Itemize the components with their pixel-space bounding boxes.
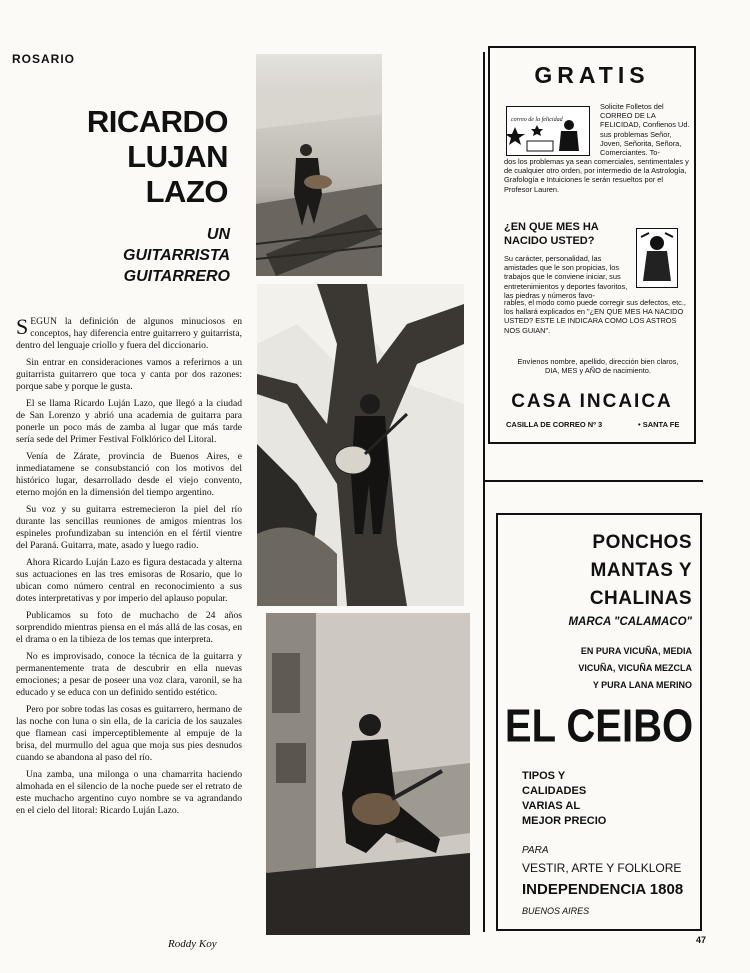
ad-ceibo-para: PARA bbox=[522, 845, 549, 856]
ad-ceibo-materials bbox=[528, 643, 692, 694]
column-rule bbox=[483, 52, 485, 932]
article-title bbox=[60, 104, 228, 209]
article-body bbox=[16, 316, 242, 822]
ad-ceibo-brand: MARCA "CALAMACO" bbox=[568, 616, 692, 628]
ad-el-ceibo bbox=[496, 513, 702, 931]
zodiac-illustration bbox=[636, 228, 678, 288]
tipos-line: TIPOS Y bbox=[522, 770, 566, 782]
materials-line: EN PURA VICUÑA, MEDIA bbox=[580, 646, 692, 656]
ad-gratis-city: • SANTA FE bbox=[638, 420, 680, 429]
correo-logo-text: correo de la felicidad bbox=[511, 117, 563, 123]
paragraph: El se llama Ricardo Luján Lazo, que llegó a la ciudad de San Lorenzo y abrió una academia de guitarra para ponerle un poco más de zamba al lugar que más tarde sería sede del Primer Festival Folklórico del Litoral. bbox=[16, 398, 242, 445]
paragraph bbox=[16, 316, 242, 352]
drop-cap: S bbox=[16, 314, 29, 339]
ad-gratis bbox=[488, 46, 696, 444]
tipos-line: MEJOR PRECIO bbox=[522, 815, 607, 827]
title-line: RICARDO bbox=[86, 104, 228, 139]
ad-gratis-heading: GRATIS bbox=[534, 62, 650, 88]
headline-line: MANTAS Y bbox=[590, 560, 692, 581]
article-subtitle bbox=[60, 224, 230, 287]
author-byline: Roddy Koy bbox=[168, 938, 217, 950]
ad-divider bbox=[483, 480, 703, 482]
paragraph: Ahora Ricardo Luján Lazo es figura destacada y alterna sus actuaciones en las tres emisoras de Rosario, que lo ubican como número central en reconocimiento a sus dotes interpretativas y por imperio del aplauso popular. bbox=[16, 557, 242, 604]
paragraph: Sin entrar en consideraciones vamos a referirnos a un guitarrista guitarrero que toca y canta por dos razones: porque sabe y porque le gusta. bbox=[16, 357, 242, 392]
subtitle-line: GUITARRISTA bbox=[123, 247, 230, 264]
section-label: ROSARIO bbox=[12, 52, 76, 66]
ad-gratis-casilla: CASILLA DE CORREO Nº 3 bbox=[506, 420, 603, 429]
ad-gratis-question: ¿EN QUE MES HA NACIDO USTED? bbox=[504, 221, 599, 247]
paragraph: Una zamba, una milonga o una chamarrita haciendo almohada en el silencio de la noche puede ser el retrato de este muchacho argentino cuyo nombre se va agrandando en el cielo del litoral: Ricardo Luján Lazo. bbox=[16, 769, 242, 816]
page-number: 47 bbox=[696, 935, 707, 945]
tipos-line: CALIDADES bbox=[522, 785, 587, 797]
ad-ceibo-address: INDEPENDENCIA 1808 bbox=[522, 881, 684, 898]
ad-ceibo-tipos bbox=[522, 769, 606, 829]
ad-gratis-envienos: Envíenos nombre, apellido, dirección bien claros, DIA, MES y AÑO de nacimiento. bbox=[517, 357, 679, 376]
ad-ceibo-headline bbox=[498, 529, 692, 613]
materials-line: VICUÑA, VICUÑA MEZCLA bbox=[578, 663, 692, 673]
materials-line: Y PURA LANA MERINO bbox=[592, 680, 692, 690]
subtitle-line: UN bbox=[206, 226, 230, 243]
ad-ceibo-store: EL CEIBO bbox=[504, 701, 694, 752]
correo-logo bbox=[506, 106, 590, 156]
paragraph: Su voz y su guitarra estremecieron la piel del río durante las sencillas reuniones de amigos mientras los espineles profundizaban su intención en el fértil vientre del Paraná. Guitarra, mate, asado y luego radio. bbox=[16, 504, 242, 551]
headline-line: PONCHOS bbox=[592, 532, 692, 553]
subtitle-line: GUITARRERO bbox=[123, 268, 230, 285]
ad-ceibo-city: BUENOS AIRES bbox=[522, 906, 590, 916]
photo-guitarist-seated bbox=[266, 613, 470, 935]
paragraph: Pero por sobre todas las cosas es guitarrero, hermano de las noche con luna o sin ella, de la caricia de los sauzales que flamean casi imperceptiblemente al empuje de la brisa, del murmullo del agua que moja sus pies desnudos cuando se abandona al paso del río. bbox=[16, 704, 242, 763]
ad-gratis-desc-1: Su carácter, personalidad, las amistades que le son propicias, los trabajos que le conviene iniciar, sus entretenimientos y deportes favoritos, las piedras y números favo- bbox=[504, 254, 628, 300]
title-line: LUJAN bbox=[127, 139, 228, 174]
photo-guitarist-tree bbox=[257, 284, 464, 606]
ad-gratis-desc-2: rables, el modo como puede corregir sus defectos, etc., los hallará explicados en "¿EN QUE MES HA NACIDO USTED? ESTE LE INDICARA COMO LOS ASTROS NOS GUIAN". bbox=[504, 298, 686, 335]
photo-guitarist-stairs bbox=[256, 54, 382, 276]
ad-gratis-company: CASA INCAICA bbox=[511, 391, 673, 412]
paragraph-text: EGUN la definición de algunos minuciosos en conceptos, hay diferencia entre guitarrero y guitarrista, dentro del lenguaje criollo y fuera del diccionario. bbox=[16, 316, 242, 351]
paragraph: Venía de Zárate, provincia de Buenos Aires, e inmediatamene se consubstanció con los motivos del histórico lugar, desarrollado desde el viejo convento, eterno mojón en la dimensión del tiempo argentino. bbox=[16, 451, 242, 498]
ad-ceibo-vestir: VESTIR, ARTE Y FOLKLORE bbox=[522, 861, 682, 875]
ad-gratis-solicite: Solicite Folletos del CORREO DE LA FELICIDAD, Confienos Ud. sus problemas Señor, Joven, Señorita, Señora, Comerciantes. To- bbox=[600, 102, 690, 158]
tipos-line: VARIAS AL bbox=[522, 800, 581, 812]
paragraph: No es improvisado, conoce la técnica de la guitarra y permanentemente trata de descubrir en ella nuevas emociones; a pesar de poseer una voz clara, varonil, se ha educado y se educa con un definido sentido estético. bbox=[16, 651, 242, 698]
headline-line: CHALINAS bbox=[589, 588, 692, 609]
paragraph: Publicamos su foto de muchacho de 24 años sorprendido mientras piensa en el más allá de las cosas, en el drama o en la tibieza de los temas que interpreta. bbox=[16, 610, 242, 645]
ad-gratis-solicite-cont: dos los problemas ya sean comerciales, sentimentales y de cualquier otro orden, por intermedio de la Astrología, Grafología e Intuiciones le serán resueltos por el Profesor Lauren. bbox=[504, 157, 689, 194]
title-line: LAZO bbox=[145, 174, 228, 209]
